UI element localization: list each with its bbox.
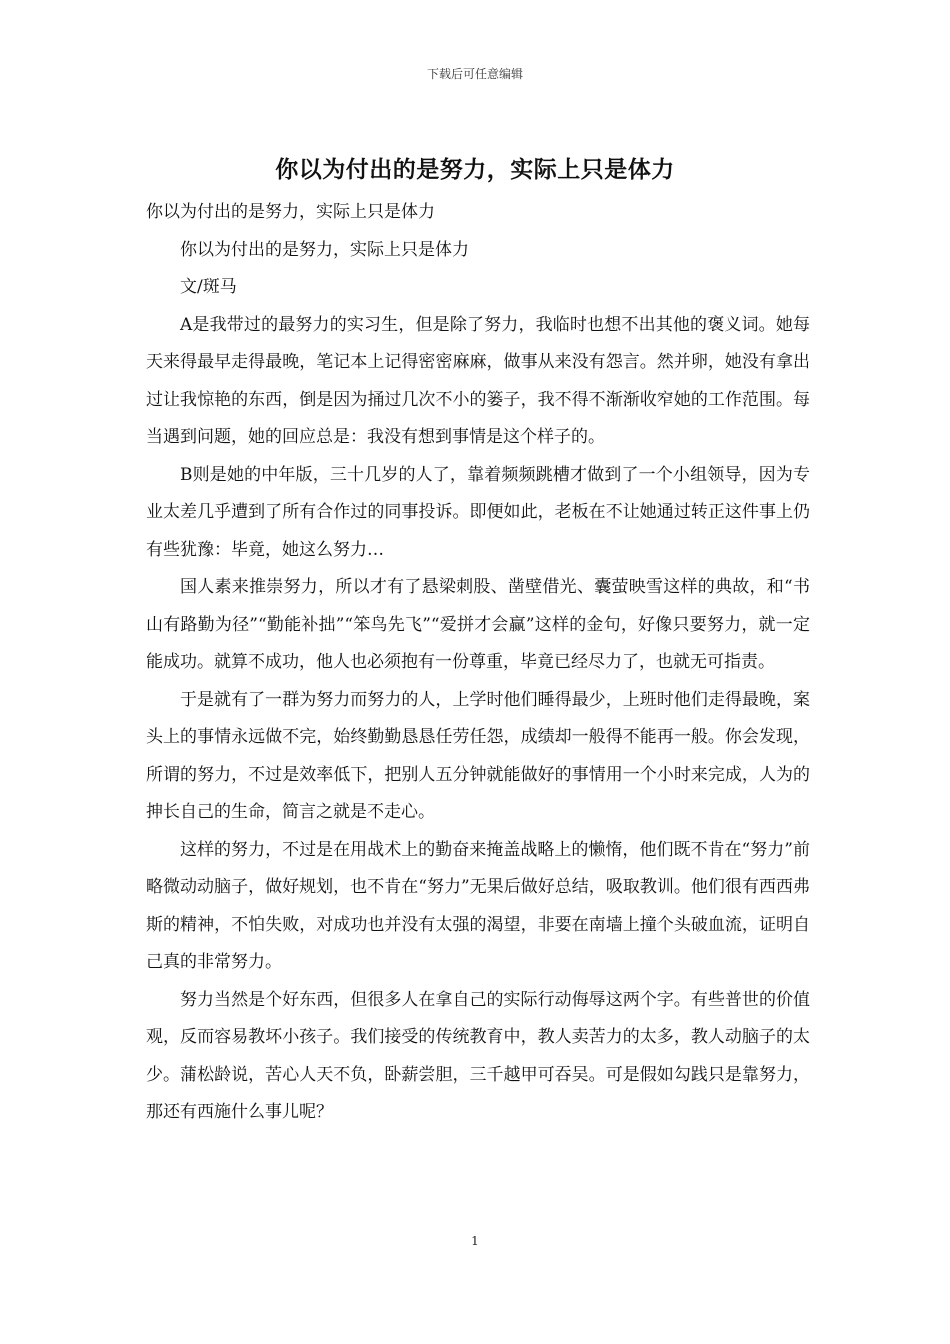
paragraph-body: A是我带过的最努力的实习生，但是除了努力，我临时也想不出其他的褒义词。她每天来得最早走得最晚，笔记本上记得密密麻麻，做事从来没有怨言。然并卵，她没有拿出过让我惊艳的东西，倒是因为捅过几次不小的篓子，我不得不渐渐收窄她的工作范围。每当遇到问题，她的回应总是：我没有想到事情是这个样子的。 — [146, 314, 810, 447]
document-body — [146, 194, 810, 1132]
page-header: 下载后可任意编辑 — [426, 67, 523, 81]
paragraph-author: 文/斑马 — [180, 277, 237, 297]
page-number: 1 — [471, 1234, 479, 1248]
paragraph-subtitle: 你以为付出的是努力，实际上只是体力 — [146, 202, 435, 222]
paragraph-body: 努力当然是个好东西，但很多人在拿自己的实际行动侮辱这两个字。有些普世的价值观，反而容易教坏小孩子。我们接受的传统教育中，教人卖苦力的太多，教人动脑子的太少。蒲松龄说，苦心人天不负，卧薪尝胆，三千越甲可吞吴。可是假如勾践只是靠努力，那还有西施什么事儿呢？ — [146, 989, 810, 1122]
paragraph-body: 于是就有了一群为努力而努力的人，上学时他们睡得最少，上班时他们走得最晚，案头上的事情永远做不完，始终勤勤恳恳任劳任怨，成绩却一般得不能再一般。你会发现，所谓的努力，不过是效率低下，把别人五分钟就能做好的事情用一个小时来完成，人为的抻长自己的生命，简言之就是不走心。 — [146, 689, 810, 822]
paragraph-body: B则是她的中年版，三十几岁的人了，靠着频频跳槽才做到了一个小组领导，因为专业太差几乎遭到了所有合作过的同事投诉。即便如此，老板在不让她通过转正这件事上仍有些犹豫：毕竟，她这么努力… — [146, 464, 810, 560]
paragraph-title-repeat: 你以为付出的是努力，实际上只是体力 — [180, 239, 469, 260]
document-title: 你以为付出的是努力，实际上只是体力 — [275, 156, 675, 183]
paragraph-body: 国人素来推崇努力，所以才有了悬梁刺股、凿壁借光、囊萤映雪这样的典故，和“书山有路勤为径”“勤能补拙”“笨鸟先飞”“爱拼才会赢”这样的金句，好像只要努力，就一定能成功。就算不成功，他人也必须抱有一份尊重，毕竟已经尽力了，也就无可指责。 — [146, 577, 810, 672]
paragraph-body: 这样的努力，不过是在用战术上的勤奋来掩盖战略上的懒惰，他们既不肯在“努力”前略微动动脑子，做好规划，也不肯在“努力”无果后做好总结，吸取教训。他们很有西西弗斯的精神，不怕失败，对成功也并没有太强的渴望，非要在南墙上撞个头破血流，证明自己真的非常努力。 — [146, 839, 810, 972]
